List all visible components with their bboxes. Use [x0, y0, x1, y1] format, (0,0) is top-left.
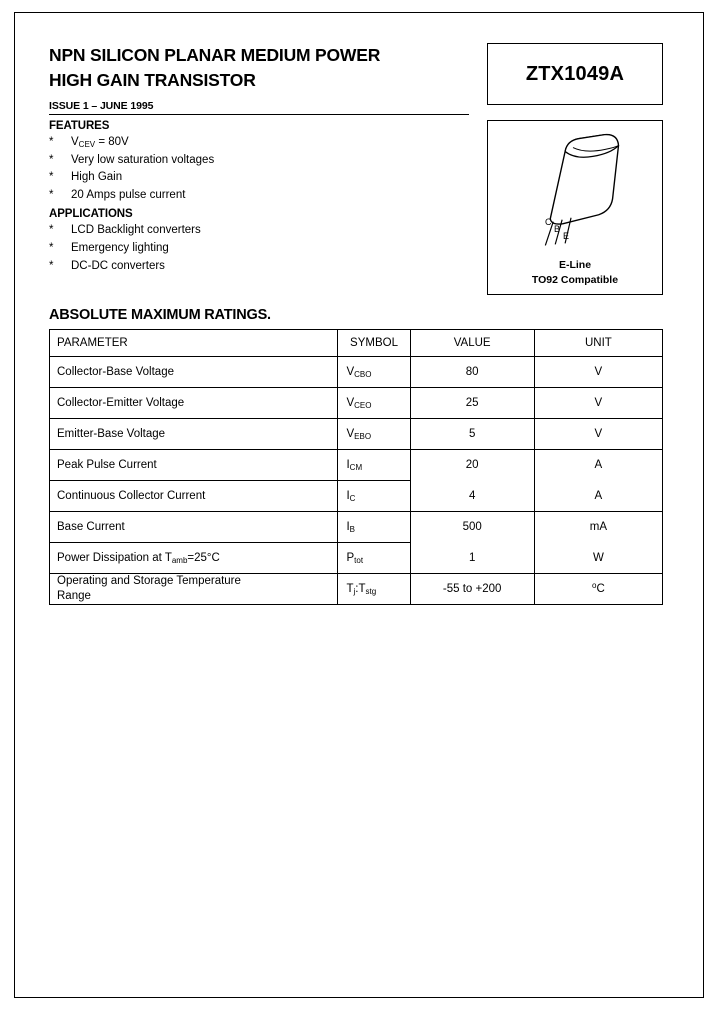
cell-value: 80	[410, 356, 534, 387]
column-header-symbol: SYMBOL	[338, 329, 410, 356]
cell-value: 500	[410, 511, 534, 542]
bullet-icon: *	[49, 135, 54, 148]
page-title	[49, 43, 469, 94]
application-text: Emergency lighting	[71, 241, 169, 254]
cell-parameter: Collector-Emitter Voltage	[50, 387, 338, 418]
features-column	[49, 120, 469, 295]
table-row	[50, 573, 663, 604]
cell-unit: A	[534, 480, 662, 511]
package-caption	[488, 258, 662, 286]
application-text: LCD Backlight converters	[71, 224, 201, 236]
bullet-icon: *	[49, 224, 54, 236]
cell-value: 5	[410, 418, 534, 449]
cell-unit: A	[534, 449, 662, 480]
cell-symbol: $I_C$	[338, 480, 410, 511]
cell-symbol: $I_{CM}$	[338, 449, 410, 480]
table-row	[50, 511, 663, 542]
feature-text: Very low saturation voltages	[71, 153, 215, 166]
cell-unit: V	[534, 418, 662, 449]
bullet-icon: *	[49, 153, 54, 166]
ratings-heading: ABSOLUTE MAXIMUM RATINGS.	[49, 306, 271, 323]
transistor-package-icon	[488, 127, 662, 257]
pin-label-collector: C	[545, 216, 552, 227]
list-item	[49, 152, 469, 170]
cell-unit: mA	[534, 511, 662, 542]
absolute-maximum-ratings-table	[49, 329, 663, 605]
cell-unit: W	[534, 542, 662, 573]
cell-parameter: Continuous Collector Current	[50, 480, 338, 511]
issue-date: ISSUE 1 – JUNE 1995	[49, 99, 154, 112]
cell-parameter: Peak Pulse Current	[50, 449, 338, 480]
list-item	[49, 258, 469, 276]
part-number-box	[487, 43, 663, 105]
pin-label-base: B	[554, 223, 561, 234]
cell-value: 4	[410, 480, 534, 511]
features-heading: FEATURES	[49, 119, 110, 132]
list-item	[49, 187, 469, 205]
column-header-unit: UNIT	[534, 329, 662, 356]
cell-unit: $^o$C	[534, 573, 662, 604]
pin-label-emitter: E	[563, 230, 570, 241]
table-row	[50, 542, 663, 573]
page-content	[49, 43, 663, 605]
cell-symbol: $I_B$	[338, 511, 410, 542]
table-row	[50, 449, 663, 480]
cell-value: 25	[410, 387, 534, 418]
cell-value: 1	[410, 542, 534, 573]
cell-parameter: Power Dissipation at $T_{amb}=25^\circ C$	[50, 542, 338, 573]
bullet-icon: *	[49, 241, 54, 254]
feature-text: 20 Amps pulse current	[71, 189, 186, 202]
package-caption-line1: E-Line	[558, 259, 592, 272]
package-caption-line2: TO92 Compatible	[531, 273, 619, 286]
cell-parameter: Collector-Base Voltage	[50, 356, 338, 387]
table-row	[50, 418, 663, 449]
bullet-icon: *	[49, 259, 54, 272]
table-row	[50, 387, 663, 418]
list-item	[49, 134, 469, 152]
document-page	[14, 12, 704, 998]
applications-heading: APPLICATIONS	[49, 208, 133, 220]
cell-symbol: $V_{CBO}$	[338, 356, 410, 387]
cell-symbol: $V_{EBO}$	[338, 418, 410, 449]
bullet-icon: *	[49, 189, 54, 202]
table-header-row	[50, 329, 663, 356]
column-header-parameter: PARAMETER	[50, 329, 338, 356]
cell-value: -55 to +200	[410, 573, 534, 604]
cell-unit: V	[534, 387, 662, 418]
table-row	[50, 480, 663, 511]
cell-symbol: $V_{CEO}$	[338, 387, 410, 418]
cell-symbol: $P_{tot}$	[338, 542, 410, 573]
bullet-icon: *	[49, 171, 54, 184]
feature-text: $V_{CEV} = 80V$	[71, 135, 129, 149]
list-item	[49, 169, 469, 187]
package-diagram-box	[487, 120, 663, 295]
title-block	[49, 43, 469, 115]
table-row	[50, 356, 663, 387]
features-and-package	[49, 120, 663, 295]
page-title-line2: HIGH GAIN TRANSISTOR	[49, 70, 256, 91]
list-item	[49, 240, 469, 258]
feature-text: High Gain	[71, 171, 123, 184]
document-header	[49, 43, 663, 115]
title-divider	[49, 114, 469, 115]
cell-parameter: Emitter-Base Voltage	[50, 418, 338, 449]
cell-parameter: Base Current	[50, 511, 338, 542]
cell-unit: V	[534, 356, 662, 387]
cell-parameter: Operating and Storage Temperature Range	[50, 573, 338, 604]
column-header-value: VALUE	[410, 329, 534, 356]
part-number: ZTX1049A	[525, 62, 625, 85]
list-item	[49, 222, 469, 240]
application-text: DC-DC converters	[71, 259, 165, 272]
cell-symbol: $T_j:T_{stg}$	[338, 573, 410, 604]
cell-value: 20	[410, 449, 534, 480]
page-title-line1: NPN SILICON PLANAR MEDIUM POWER	[49, 45, 381, 65]
